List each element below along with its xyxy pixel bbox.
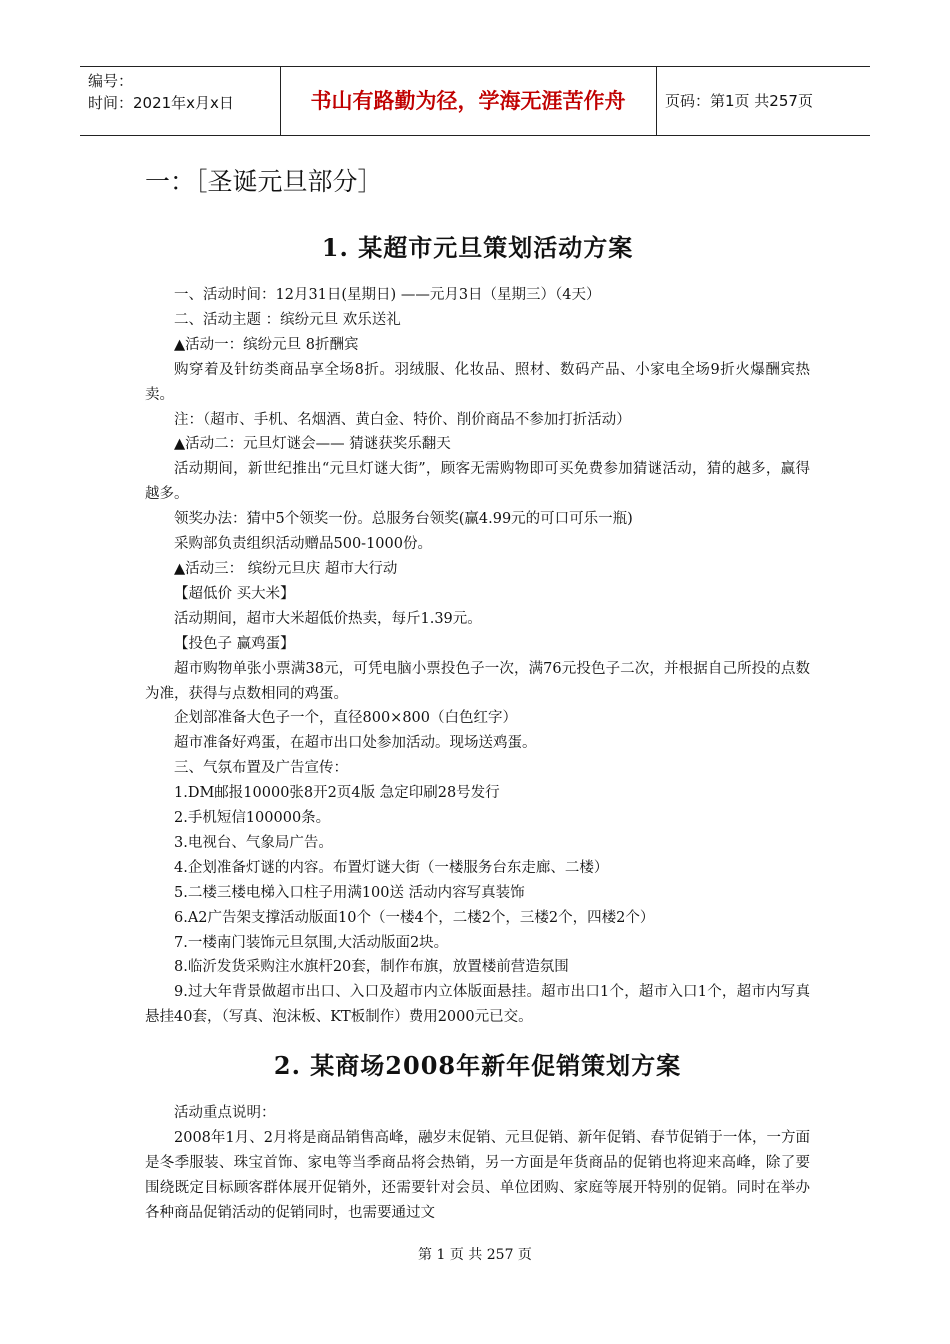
paragraph: 活动重点说明： xyxy=(174,1105,276,1122)
paragraph: 4.企划准备灯谜的内容。布置灯谜大街（一楼服务台东走廊、二楼） xyxy=(174,859,609,876)
paragraph: 采购部负责组织活动赠品500-1000份。 xyxy=(174,536,432,553)
header-motto: 书山有路勤为径，学海无涯苦作舟 xyxy=(310,89,626,113)
paragraph: 超市购物单张小票满38元，可凭电脑小票投色子一次，满76元投色子二次，并根据自己所投的点数为准，获得与点数相同的鸡蛋。 xyxy=(145,660,810,702)
paragraph: 7.一楼南门装饰元旦氛围,大活动版面2块。 xyxy=(174,934,449,951)
paragraph: 活动期间，超市大米超低价热卖，每斤1.39元。 xyxy=(174,610,482,627)
paragraph: 2.手机短信100000条。 xyxy=(174,810,331,827)
article-2-title: 2. 某商场2008年新年促销策划方案 xyxy=(273,1051,682,1081)
paragraph: 活动期间，新世纪推出“元旦灯谜大街”，顾客无需购物即可买免费参加猜谜活动，猜的越多，赢得越多。 xyxy=(145,461,810,503)
paragraph: 3.电视台、气象局广告。 xyxy=(174,834,333,851)
paragraph: 注：（超市、手机、名烟酒、黄白金、特价、削价商品不参加打折活动） xyxy=(174,411,631,428)
article-1-title: 1. 某超市元旦策划活动方案 xyxy=(321,233,634,262)
document-date-label: 时间：2021年x月x日 xyxy=(88,94,234,112)
paragraph: 2008年1月、2月将是商品销售高峰，融岁末促销、元旦促销、新年促销、春节促销于一体，一方面是冬季服装、珠宝首饰、家电等当季商品将会热销，另一方面是年货商品的促销也将迎来高峰，除了要围绕既定目标顾客群体展开促销外，还需要针对会员、单位团购、家庭等展开特别的促销。同时在举办各种商品促销活动的促销同时，也需要通过文 xyxy=(145,1130,810,1221)
paragraph: 购穿着及针纺类商品享全场8折。羽绒服、化妆品、照材、数码产品、小家电全场9折火爆酬宾热卖。 xyxy=(145,361,810,403)
document-number-label: 编号： xyxy=(88,72,134,90)
header-page-label: 页码：第1页 共257页 xyxy=(665,92,813,110)
paragraph: 超市准备好鸡蛋，在超市出口处参加活动。现场送鸡蛋。 xyxy=(174,735,537,752)
paragraph: 二、活动主题 ：缤纷元旦 欢乐送礼 xyxy=(174,311,401,328)
paragraph: 1.DM邮报10000张8开2页4版 急定印刷28号发行 xyxy=(174,785,500,802)
article-1-body xyxy=(145,283,810,1030)
paragraph: 5.二楼三楼电梯入口柱子用满100送 活动内容写真装饰 xyxy=(174,884,525,901)
page-header xyxy=(80,66,870,136)
paragraph: 一、活动时间：12月31日(星期日) ——元月3日（星期三）（4天） xyxy=(174,287,601,303)
paragraph: 9.过大年背景做超市出口、入口及超市内立体版面悬挂。超市出口1个，超市入口1个，超市内写真悬挂40套，（写真、泡沫板、KT板制作）费用2000元已交。 xyxy=(145,984,810,1026)
paragraph: 6.A2广告架支撑活动版面10个（一楼4个，二楼2个，三楼2个，四楼2个） xyxy=(174,909,655,926)
paragraph: 【投色子 赢鸡蛋】 xyxy=(174,635,295,652)
paragraph: 领奖办法：猜中5个领奖一份。总服务台领奖(赢4.99元的可口可乐一瓶) xyxy=(174,511,633,528)
section-title: 一：［圣诞元旦部分］ xyxy=(145,167,383,196)
article-2-body xyxy=(145,1101,810,1226)
document-body xyxy=(145,162,810,1226)
paragraph: ▲活动二：元旦灯谜会—— 猜谜获奖乐翻天 xyxy=(174,436,451,453)
paragraph: 三、气氛布置及广告宣传： xyxy=(174,760,348,777)
paragraph: 【超低价 买大米】 xyxy=(174,585,295,602)
page-footer: 第 1 页 共 257 页 xyxy=(418,1247,532,1263)
paragraph: 企划部准备大色子一个，直径800×800（白色红字） xyxy=(174,710,517,727)
paragraph: 8.临沂发货采购注水旗杆20套，制作布旗，放置楼前营造氛围 xyxy=(174,959,569,976)
header-left-info xyxy=(88,70,234,114)
paragraph: ▲活动三： 缤纷元旦庆 超市大行动 xyxy=(174,560,398,577)
paragraph: ▲活动一：缤纷元旦 8折酬宾 xyxy=(174,336,359,353)
header-divider xyxy=(656,67,657,135)
